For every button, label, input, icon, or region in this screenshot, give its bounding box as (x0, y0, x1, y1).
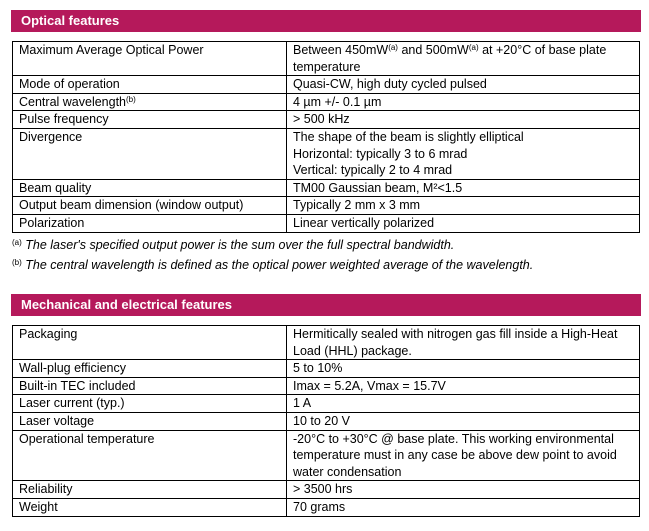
table-row (13, 214, 640, 232)
footnote-mark-b: (b) (126, 94, 136, 104)
optical-features-header: Optical features (11, 10, 641, 32)
row-value: 10 to 20 V (287, 412, 640, 430)
max-power-value: Between $450mW^{(a)}$ and $500mW^{(a)}$ at +20°C of base plate temperature (287, 42, 640, 76)
table-row (13, 111, 640, 129)
row-value: 70 grams (287, 498, 640, 516)
table-row (13, 76, 640, 94)
table-row (13, 93, 640, 111)
row-label: Built-in TEC included (13, 377, 287, 395)
table-row (13, 481, 640, 499)
table-row (13, 412, 640, 430)
table-row (13, 42, 640, 76)
table-row (13, 360, 640, 378)
row-label: Polarization (13, 214, 287, 232)
row-label: Laser voltage (13, 412, 287, 430)
footnote-mark-a: (a) (388, 43, 398, 52)
row-label: Pulse frequency (13, 111, 287, 129)
table-row (13, 128, 640, 179)
table-row (13, 179, 640, 197)
row-label: Maximum Average Optical Power (13, 42, 287, 76)
row-value: > 500 kHz (287, 111, 640, 129)
row-label: Laser current (typ.) (13, 395, 287, 413)
table-row (13, 326, 640, 360)
row-value: 5 to 10% (287, 360, 640, 378)
row-label: Output beam dimension (window output) (13, 197, 287, 215)
row-value: 4 µm +/- 0.1 µm (287, 93, 640, 111)
table-row (13, 395, 640, 413)
row-value: -20°C to +30°C @ base plate. This working environmental temperature must in any case be above dew point to avoid water condensation (287, 430, 640, 481)
row-value: 1 A (287, 395, 640, 413)
row-label: Reliability (13, 481, 287, 499)
row-label: Mode of operation (13, 76, 287, 94)
row-label: Packaging (13, 326, 287, 360)
row-value: TM00 Gaussian beam, M²<1.5 (287, 179, 640, 197)
optical-features-table (12, 41, 640, 233)
row-value: Imax = 5.2A, Vmax = 15.7V (287, 377, 640, 395)
table-row (13, 430, 640, 481)
mechanical-features-header: Mechanical and electrical features (11, 294, 641, 316)
row-label: Weight (13, 498, 287, 516)
row-value: Typically 2 mm x 3 mm (287, 197, 640, 215)
table-row (13, 498, 640, 516)
row-label: Divergence (13, 128, 287, 179)
table-row (13, 197, 640, 215)
footnote-a: $^{(a)}$ The laser's specified output power is the sum over the full spectral bandwidth. (12, 238, 455, 252)
divergence-value: The shape of the beam is slightly elliptical Horizontal: typically 3 to 6 mrad Vertical: typically 2 to 4 mrad (287, 128, 640, 179)
row-label: Wall-plug efficiency (13, 360, 287, 378)
row-label: Central wavelength$^{(b)}$ (13, 93, 287, 111)
mechanical-features-table (12, 325, 640, 517)
footnote-b: $^{(b)}$ The central wavelength is defined as the optical power weighted average of the wavelength. (12, 258, 534, 272)
table-row (13, 377, 640, 395)
footnote-mark-a: (a) (468, 43, 479, 52)
row-value: Hermitically sealed with nitrogen gas fill inside a High-Heat Load (HHL) package. (287, 326, 640, 360)
row-label: Operational temperature (13, 430, 287, 481)
row-value: Linear vertically polarized (287, 214, 640, 232)
row-value: > 3500 hrs (287, 481, 640, 499)
row-label: Beam quality (13, 179, 287, 197)
row-value: Quasi-CW, high duty cycled pulsed (287, 76, 640, 94)
